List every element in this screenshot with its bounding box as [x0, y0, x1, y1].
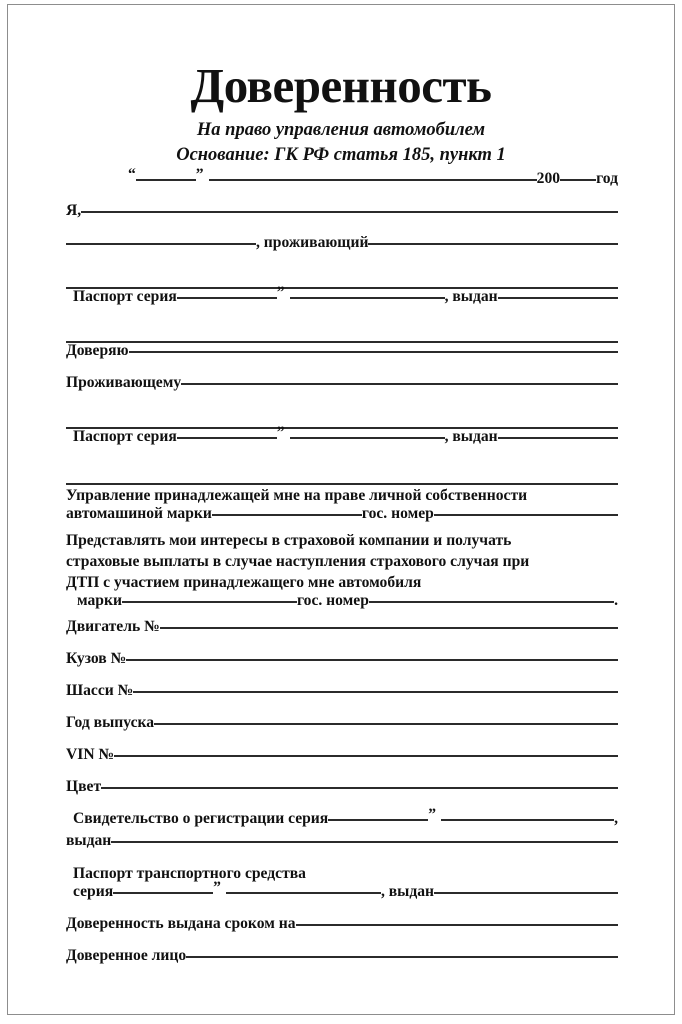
body-number-input[interactable]	[126, 659, 618, 661]
grantor-passport-number-input[interactable]	[290, 297, 445, 299]
registration-certificate-series-input[interactable]	[328, 819, 428, 821]
authorized-person-input[interactable]	[186, 956, 618, 958]
grantor-label: Я,	[66, 202, 82, 219]
ownership-clause-line1: Управление принадлежащей мне на праве личной собственности	[66, 487, 528, 504]
entrust-row	[66, 343, 618, 375]
insurance-make-input[interactable]	[122, 601, 297, 603]
insurance-plate-input[interactable]	[369, 601, 614, 603]
ownership-plate-input[interactable]	[434, 514, 618, 516]
attorney-passport-issuer-input[interactable]	[498, 437, 618, 439]
insurance-clause-line3: ДТП с участием принадлежащего мне автомобиля	[66, 574, 422, 591]
insurance-plate-label: гос. номер	[296, 592, 369, 609]
insurance-vehicle-row	[66, 593, 618, 619]
ownership-make-input[interactable]	[212, 514, 362, 516]
residing-label: , проживающий	[256, 234, 369, 251]
grantor-address-input[interactable]	[368, 243, 618, 245]
registration-certificate-comma: ,	[614, 810, 618, 827]
document-title: Доверенность	[190, 58, 492, 113]
grantor-address-input-cont[interactable]	[66, 267, 618, 289]
attorney-address-input-cont[interactable]	[66, 407, 618, 429]
date-day-input[interactable]	[136, 179, 196, 181]
vehicle-passport-number-input[interactable]	[226, 892, 381, 894]
document-subtitle-line1: На право управления автомобилем	[196, 120, 486, 140]
document-page	[7, 4, 675, 1015]
attorney-residence-row	[66, 375, 618, 407]
body-number-row	[66, 651, 618, 683]
grantor-passport-issuer-input[interactable]	[498, 297, 618, 299]
date-month-input[interactable]	[209, 179, 537, 181]
ownership-plate-label: гос. номер	[361, 505, 434, 522]
grantor-row	[66, 203, 618, 235]
vin-input[interactable]	[114, 755, 618, 757]
date-row	[66, 166, 618, 203]
registration-certificate-number-input[interactable]	[441, 819, 614, 821]
grantor-residence-row	[66, 235, 618, 267]
grantor-name-input[interactable]	[81, 211, 618, 213]
attorney-passport-label: Паспорт серия	[73, 428, 177, 445]
document-subtitle-line2: Основание: ГК РФ статья 185, пункт 1	[176, 144, 506, 165]
chassis-input[interactable]	[133, 691, 618, 693]
poa-term-row	[66, 916, 618, 948]
vehicle-passport-row	[66, 879, 618, 916]
attorney-address-input[interactable]	[181, 383, 618, 385]
form-body	[66, 166, 618, 980]
vin-label: VIN №	[66, 746, 115, 763]
insurance-make-label: марки	[77, 592, 122, 609]
registration-certificate-label: Свидетельство о регистрации серия	[73, 810, 329, 827]
engine-row	[66, 619, 618, 651]
grantor-passport-issuer-input-cont[interactable]	[66, 321, 618, 343]
year-input[interactable]	[154, 723, 618, 725]
poa-term-input[interactable]	[296, 924, 619, 926]
vehicle-passport-quote: ”	[213, 879, 221, 896]
engine-label: Двигатель №	[66, 618, 160, 635]
authorized-person-row	[66, 948, 618, 980]
entrust-name-input[interactable]	[129, 351, 618, 353]
color-label: Цвет	[66, 778, 102, 795]
form-sheet	[8, 5, 674, 1014]
attorney-residence-label: Проживающему	[66, 374, 182, 391]
body-number-label: Кузов №	[66, 650, 127, 667]
date-year-suffix: год	[596, 170, 618, 187]
attorney-passport-quote: ”	[276, 424, 285, 441]
grantor-passport-quote: ”	[276, 284, 285, 301]
grantor-passport-row	[66, 284, 618, 321]
registration-issuer-input[interactable]	[111, 841, 618, 843]
vehicle-passport-series-input[interactable]	[113, 892, 213, 894]
attorney-passport-row	[66, 424, 618, 461]
vehicle-passport-series-label: серия	[73, 883, 114, 900]
registration-issued-row	[66, 833, 618, 863]
poa-term-label: Доверенность выдана сроком на	[66, 915, 296, 932]
vehicle-passport-title: Паспорт транспортного средства	[73, 865, 306, 882]
insurance-clause-period: .	[614, 592, 618, 609]
ownership-make-label: автомашиной марки	[66, 505, 212, 522]
insurance-clause-line2: страховые выплаты в случае наступления страхового случая при	[66, 553, 530, 570]
date-year-input[interactable]	[560, 179, 596, 181]
attorney-passport-issuer-input-cont[interactable]	[66, 461, 618, 485]
ownership-vehicle-row	[66, 506, 618, 530]
grantor-passport-series-input[interactable]	[177, 297, 277, 299]
registration-certificate-quote: ”	[428, 806, 437, 823]
date-year-prefix: 200	[536, 170, 561, 187]
year-label: Год выпуска	[66, 714, 155, 731]
registration-certificate-row	[66, 806, 618, 833]
grantor-passport-issued-label: , выдан	[444, 288, 498, 305]
entrust-label: Доверяю	[66, 342, 129, 359]
grantor-name-input-cont[interactable]	[66, 243, 256, 245]
registration-issued-label: выдан	[66, 832, 112, 849]
authorized-person-label: Доверенное лицо	[66, 947, 187, 964]
year-row	[66, 715, 618, 747]
date-close-quote: ”	[195, 166, 204, 183]
chassis-label: Шасси №	[66, 682, 134, 699]
color-row	[66, 779, 618, 811]
insurance-clause-line1: Представлять мои интересы в страховой компании и получать	[66, 532, 512, 549]
attorney-passport-series-input[interactable]	[177, 437, 277, 439]
grantor-passport-label: Паспорт серия	[73, 288, 177, 305]
attorney-passport-number-input[interactable]	[290, 437, 445, 439]
engine-input[interactable]	[160, 627, 618, 629]
color-input[interactable]	[101, 787, 618, 789]
vin-row	[66, 747, 618, 779]
vehicle-passport-issuer-input[interactable]	[434, 892, 618, 894]
attorney-passport-issued-label: , выдан	[444, 428, 498, 445]
chassis-row	[66, 683, 618, 715]
date-open-quote: “	[128, 166, 136, 183]
vehicle-passport-issued-label: , выдан	[380, 883, 435, 900]
